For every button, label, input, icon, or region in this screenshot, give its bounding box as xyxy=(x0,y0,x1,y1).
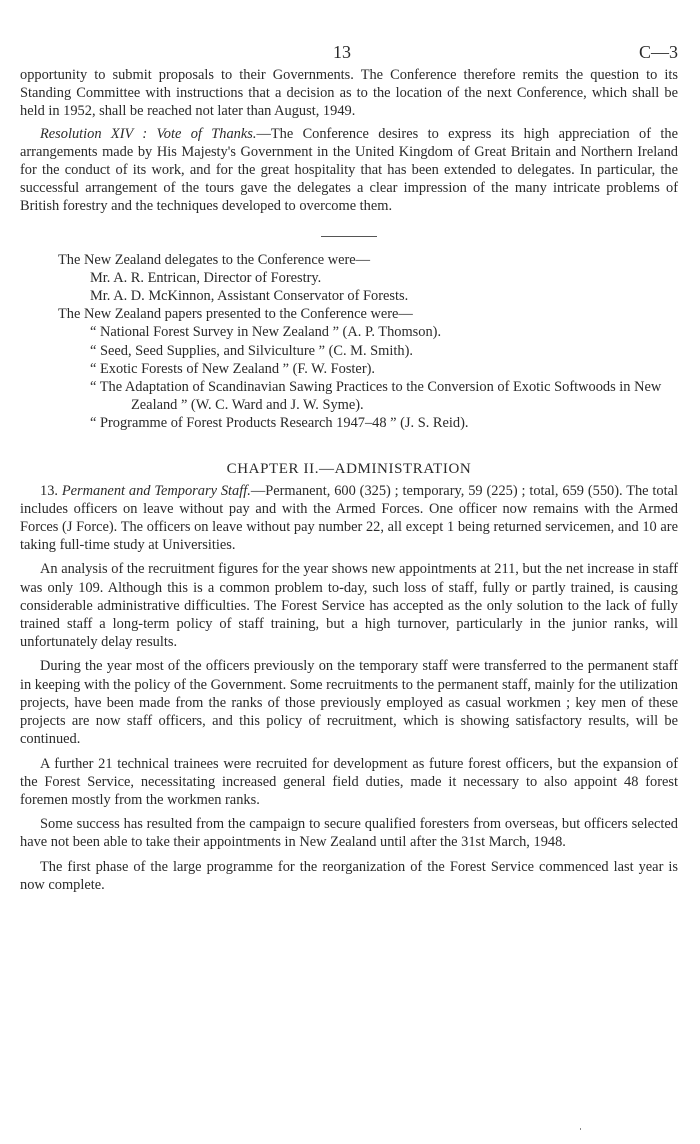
staff-label: Permanent and Temporary Staff. xyxy=(61,482,251,499)
reorganization-paragraph: The first phase of the large programme for the reorganization of the Forest Service commenced last year is now complete. xyxy=(20,858,678,893)
resolution-paragraph xyxy=(20,125,678,216)
resolution-label: Resolution XIV : Vote of Thanks. xyxy=(40,125,257,142)
paper-item: “ Seed, Seed Supplies, and Silviculture ” (C. M. Smith). xyxy=(90,342,413,359)
page-header xyxy=(20,0,678,66)
page-number: 13 xyxy=(333,42,351,62)
paper-item: “ The Adaptation of Scandinavian Sawing Practices to the Conversion of Exotic Softwoods in New Zealand ” (W. C. Ward and J. W. Syme). xyxy=(90,379,662,414)
staff-text: —Permanent, 600 (325) ; temporary, 59 (225) ; total, 659 (550). The total includes officers on leave without pay and with the Armed Forces. One officer now remains with the Armed Forces (J Force). The officers on leave without pay number 22, all except 1 being returned servicemen, and 10 are taking full-time study at Universities. xyxy=(20,482,679,554)
section-divider xyxy=(321,236,377,237)
delegates-intro: The New Zealand delegates to the Conference were— xyxy=(58,251,371,268)
staff-paragraph xyxy=(20,482,678,555)
trainees-paragraph: A further 21 technical trainees were recruited for development as future forest officers, but the expansion of the Forest Service, necessitating increased general field duties, made it necessary to also appoint 48 forest foremen mostly from the workmen ranks. xyxy=(20,755,678,808)
delegate-item: Mr. A. D. McKinnon, Assistant Conservator of Forests. xyxy=(90,288,409,305)
document-series-code: C—3 xyxy=(638,42,678,62)
continuation-paragraph: opportunity to submit proposals to their Governments. The Conference therefore remits the question to its Standing Committee with instructions that a decision as to the location of the next Conference, which shall be held in 1952, shall be reached not later than August, 1949. xyxy=(20,67,678,120)
transfer-paragraph: During the year most of the officers previously on the temporary staff were transferred to the permanent staff in keeping with the policy of the Government. Some recruitments to the permanent staff, mainly for the utilization projects, have been made from the ranks of those previously employed as casual workmen ; key men of these projects are now staff officers, and this policy of recruitment, which is showing satisfactory results, will be continued. xyxy=(20,658,678,748)
papers-intro: The New Zealand papers presented to the Conference were— xyxy=(58,306,413,323)
delegate-item: Mr. A. R. Entrican, Director of Forestry. xyxy=(90,269,322,286)
paragraph-number: 13. xyxy=(40,482,58,499)
print-mark xyxy=(580,1128,581,1130)
recruitment-paragraph: An analysis of the recruitment figures for the year shows new appointments at 211, but the net increase in staff was only 109. Although this is a common problem to-day, such loss of staff, fully or partly trained, is causing considerable administrative difficulties. The Forest Service has accepted as the only solution to the lack of fully trained staff a long-term policy of staff training, but a high turnover, particularly in the junior ranks, will unfortunately delay results. xyxy=(20,561,678,651)
chapter-heading: CHAPTER II.—ADMINISTRATION xyxy=(226,460,472,477)
paper-item: “ Exotic Forests of New Zealand ” (F. W. Foster). xyxy=(90,360,376,377)
resolution-text: —The Conference desires to express its high appreciation of the arrangements made by His Majesty's Government in the United Kingdom of Great Britain and Northern Ireland for the conduct of its work, and for the great hospitality that has been extended to delegates. In particular, the successful arrangement of the tours gave the delegates a clear impression of the many intricate problems of British forestry and the techniques developed to overcome them. xyxy=(20,125,678,215)
document-page xyxy=(20,0,678,894)
paper-item: “ Programme of Forest Products Research 1947–48 ” (J. S. Reid). xyxy=(90,415,469,432)
overseas-paragraph: Some success has resulted from the campaign to secure qualified foresters from overseas, but officers selected have not been able to take their appointments in New Zealand until after the 31st March, 1948. xyxy=(20,816,678,851)
paper-item: “ National Forest Survey in New Zealand ” (A. P. Thomson). xyxy=(90,324,442,341)
